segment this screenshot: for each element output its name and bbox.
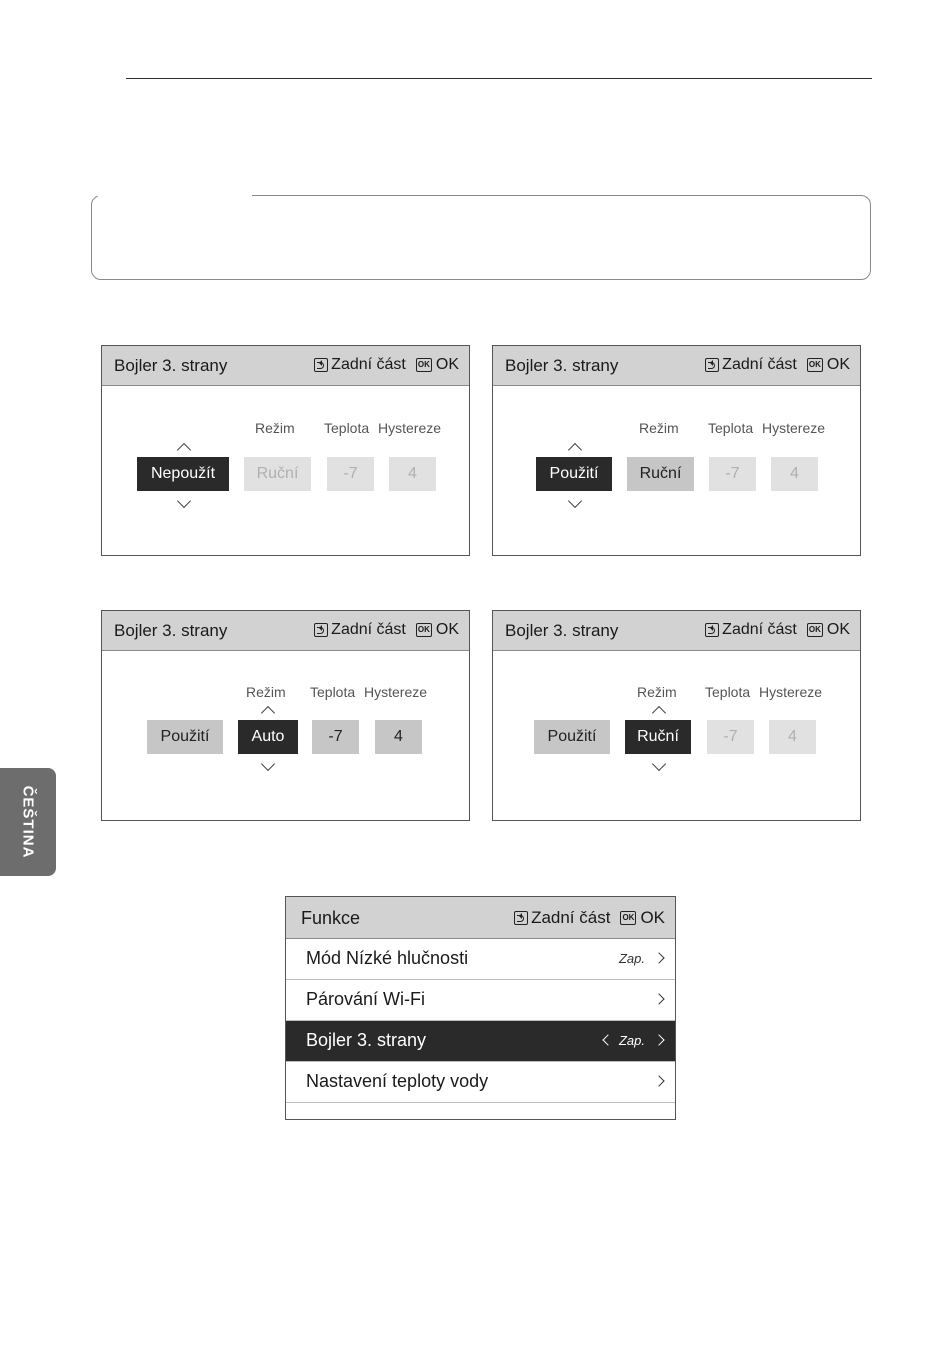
menu-item-wifi-pairing[interactable] [286,980,675,1021]
use-value[interactable]: Použití [147,720,223,754]
col-label-rezim: Režim [255,420,295,436]
col-label-teplota: Teplota [705,684,751,700]
col-label-rezim: Režim [639,420,679,436]
chevron-right-icon [653,952,664,963]
temperature-value[interactable]: -7 [709,457,756,491]
ok-label[interactable]: OK [435,621,459,638]
screen-header [102,611,469,651]
temperature-value[interactable]: -7 [707,720,754,754]
chevron-up-icon[interactable] [261,706,275,720]
chevron-right-icon [653,1075,664,1086]
screen-title: Funkce [301,908,361,928]
menu-item-label: Mód Nízké hlučnosti [306,948,469,968]
ok-icon[interactable]: OK [620,911,636,925]
menu-item-status: Zap. [618,951,645,966]
screen-title: Bojler 3. strany [114,621,228,640]
screen-header [493,346,860,386]
hysteresis-value[interactable]: 4 [375,720,422,754]
top-rule [126,78,872,79]
screen-functions-menu [285,896,676,1120]
chevron-down-icon[interactable] [177,494,191,508]
menu-item-water-temperature[interactable] [286,1062,675,1103]
chevron-right-icon[interactable] [653,1034,664,1045]
language-side-tab-label: ČEŠTINA [19,785,37,859]
chevron-down-icon[interactable] [261,757,275,771]
use-selector[interactable]: Použití [536,457,612,491]
back-icon[interactable] [314,623,328,637]
back-label[interactable]: Zadní část [722,356,797,373]
mode-value[interactable]: Ruční [627,457,694,491]
menu-item-label: Bojler 3. strany [306,1030,427,1050]
hysteresis-value[interactable]: 4 [771,457,818,491]
col-label-hystereze: Hystereze [364,684,428,700]
ok-icon[interactable]: OK [416,623,432,637]
header-actions [314,621,459,639]
back-label[interactable]: Zadní část [331,621,406,638]
header-actions [705,356,850,374]
chevron-up-icon[interactable] [177,443,191,457]
chevron-up-icon[interactable] [652,706,666,720]
col-label-teplota: Teplota [310,684,356,700]
ok-label[interactable]: OK [640,908,665,927]
col-label-teplota: Teplota [324,420,370,436]
screen-boiler-2 [492,345,861,556]
header-actions [514,908,665,928]
screen-header [286,897,675,939]
note-box-gap [98,190,252,200]
chevron-left-icon[interactable] [602,1034,613,1045]
ok-label[interactable]: OK [826,356,850,373]
ok-label[interactable]: OK [435,356,459,373]
temperature-value[interactable]: -7 [327,457,374,491]
screen-boiler-3 [101,610,470,821]
header-actions [705,621,850,639]
ok-icon[interactable]: OK [807,358,823,372]
ok-label[interactable]: OK [826,621,850,638]
back-label[interactable]: Zadní část [722,621,797,638]
menu-item-low-noise[interactable] [286,939,675,980]
ok-icon[interactable]: OK [807,623,823,637]
back-icon[interactable] [314,358,328,372]
col-label-rezim: Režim [246,684,286,700]
menu-item-status: Zap. [618,1033,645,1048]
use-selector[interactable]: Nepoužít [137,457,229,491]
temperature-value[interactable]: -7 [312,720,359,754]
col-label-hystereze: Hystereze [378,420,442,436]
screen-header [493,611,860,651]
note-box [91,195,871,280]
screen-title: Bojler 3. strany [505,621,619,640]
menu-item-label: Nastavení teploty vody [306,1071,489,1091]
screen-title: Bojler 3. strany [114,356,228,375]
col-label-rezim: Režim [637,684,677,700]
mode-selector[interactable]: Auto [238,720,298,754]
col-label-teplota: Teplota [708,420,754,436]
col-label-hystereze: Hystereze [759,684,823,700]
language-side-tab [0,768,56,876]
header-actions [314,356,459,374]
screen-header [102,346,469,386]
back-icon[interactable] [514,911,528,925]
back-icon[interactable] [705,358,719,372]
menu-item-label: Párování Wi-Fi [306,989,426,1009]
back-label[interactable]: Zadní část [531,908,611,927]
chevron-down-icon[interactable] [652,757,666,771]
col-label-hystereze: Hystereze [762,420,826,436]
use-value[interactable]: Použití [534,720,610,754]
ok-icon[interactable]: OK [416,358,432,372]
mode-selector[interactable]: Ruční [625,720,691,754]
hysteresis-value[interactable]: 4 [389,457,436,491]
hysteresis-value[interactable]: 4 [769,720,816,754]
screen-title: Bojler 3. strany [505,356,619,375]
chevron-down-icon[interactable] [568,494,582,508]
menu-item-third-party-boiler[interactable] [286,1021,675,1062]
screen-boiler-1 [101,345,470,556]
back-label[interactable]: Zadní část [331,356,406,373]
back-icon[interactable] [705,623,719,637]
chevron-right-icon [653,993,664,1004]
mode-value[interactable]: Ruční [244,457,311,491]
screen-boiler-4 [492,610,861,821]
chevron-up-icon[interactable] [568,443,582,457]
